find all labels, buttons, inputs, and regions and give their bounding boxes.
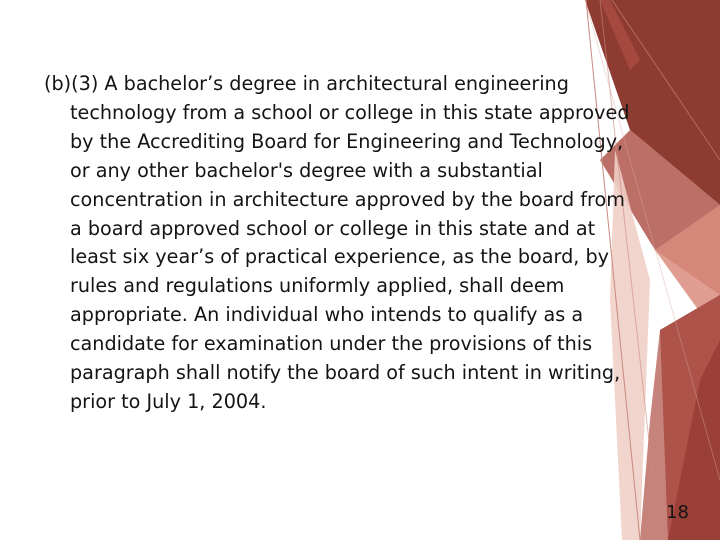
slide-body-text: (b)(3) A bachelor’s degree in architectural engineering technology from a school or college in this state approved by the Accrediting Board for Engineering and Technology, or any other bachelor's degree with a substantial concentration in architecture approved by the board from a board approved school or college in this state and at least six year’s of practical experience, as the board, by rules and regulations uniformly applied, shall deem appropriate. An individual who intends to qualify as a candidate for examination under the provisions of this paragraph shall notify the board of such intent in writing, prior to July 1, 2004. xyxy=(44,72,630,413)
slide-number: 18 xyxy=(666,502,689,523)
